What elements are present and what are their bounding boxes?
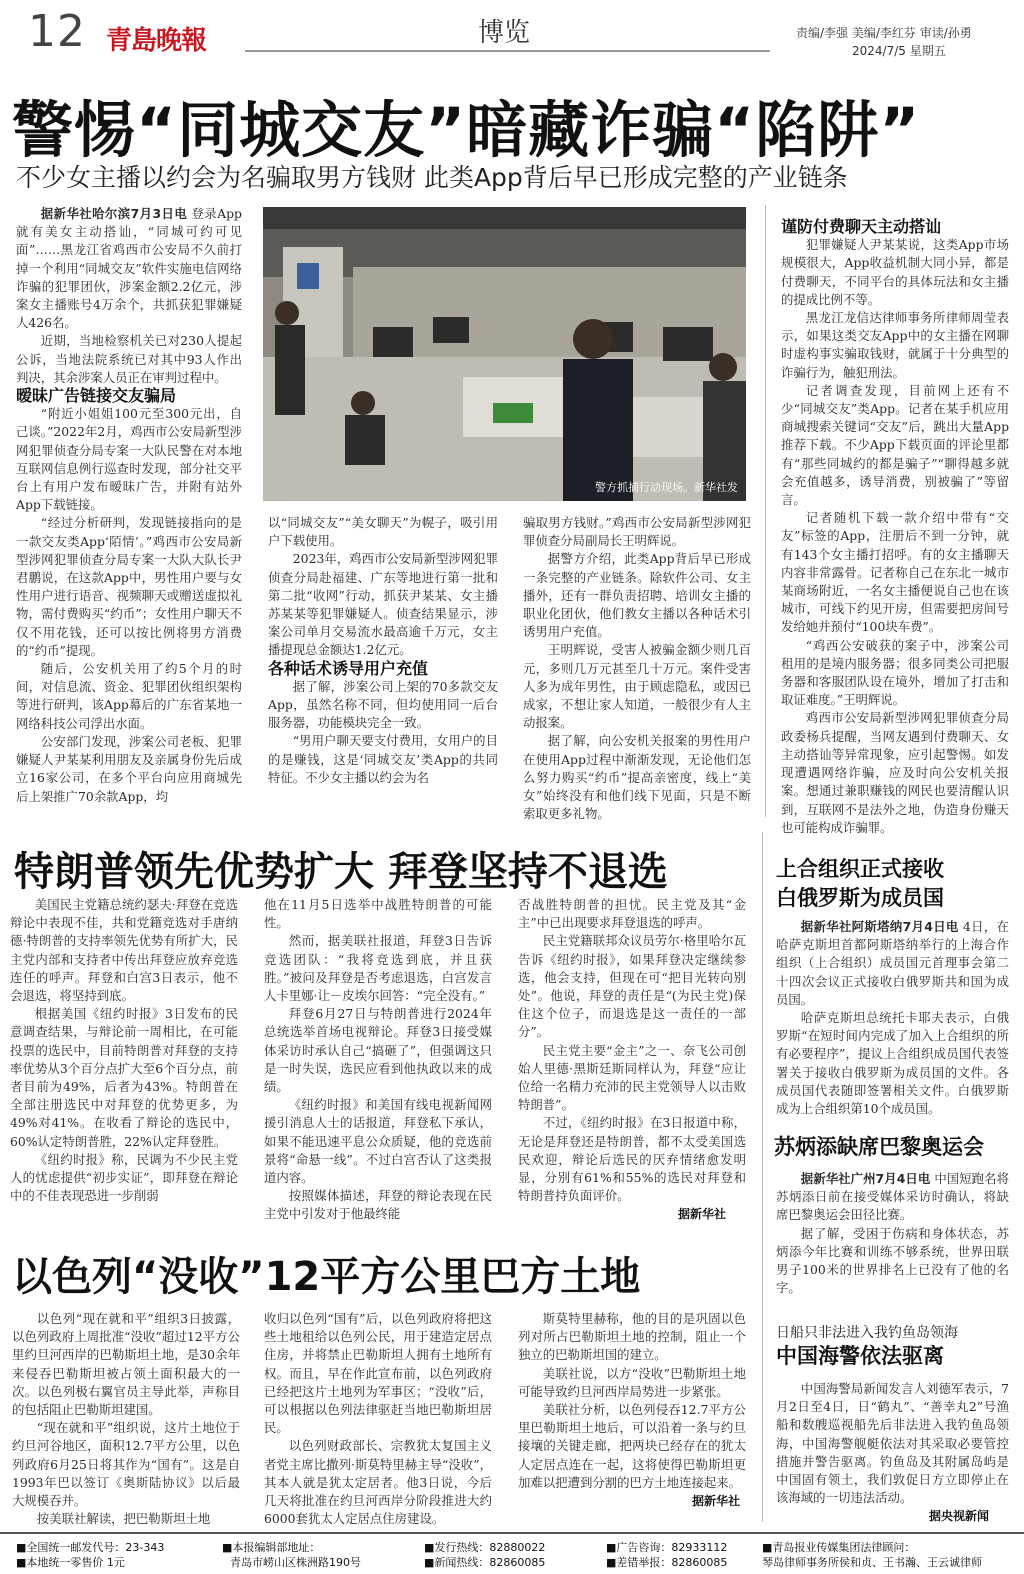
su-headline: 苏炳添缺席巴黎奥运会 [774, 1135, 984, 1159]
paragraph: 王明辉说，受害人被骗金额少则几百元，多则几万元甚至几十万元。案件受害人多为成年男性，由于顾虑隐私，或因已成家，不想让家人知道，一般很少有人主动报案。 [523, 642, 751, 731]
sco-body [776, 918, 1009, 1117]
paragraph: 不过，《纽约时报》在3日报道中称，无论是拜登还是特朗普，都不太受美国选民欢迎，辩论后选民的厌弃情绪愈发明显，分别有61%和55%的选民对拜登和特朗普持负面评价。 [518, 1115, 746, 1204]
paragraph: 根据美国《纽约时报》3日发布的民意调查结果，与辩论前一周相比，在可能投票的选民中，目前特朗普对拜登的支持率优势从3个百分点扩大至6个百分点，前者目前为49%，后者为43%。特朗普在全部注册选民中对拜登的优势更多，为49%对41%。在收看了辩论的选民中，60%认定特朗普胜，22%认定拜登胜。 [10, 1006, 238, 1149]
paragraph: 民主党籍联邦众议员劳尔·格里哈尔瓦告诉《纽约时报》，如果拜登决定继续参选，他会支持，但现在可“把目光转向别处”。他说，拜登的责任是“(为民主党)保住这个位子，而退选是这一责任的一部分”。 [518, 933, 746, 1040]
footer-news-hotline: ■新闻热线：82860085 [424, 1556, 546, 1569]
paragraph: 中国海警局新闻发言人刘德军表示，7月2日至4日，日“鹤丸”、“善幸丸2”号渔船和数艘巡视船先后非法进入我钓鱼岛领海，中国海警舰艇依法对其采取必要管控措施并警告驱离。钓鱼岛及其附属岛屿是中国固有领土，我们敦促日方立即停止在该海域的一切违法活动。 [776, 1381, 1009, 1506]
photo-caption: 警方抓捕行动现场。新华社发 [595, 481, 738, 494]
paragraph: 以“同城交友”“美女聊天”为幌子，吸引用户下载使用。 [268, 515, 498, 549]
paragraph: 以色列财政部长、宗教犹太复国主义者党主席比撒列·斯莫特里赫主导“没收”，其本人就是犹太定居者。他3日说，今后几天将批准在约旦河西岸分阶段推进大约6000套犹太人定居点住房建设。 [264, 1438, 492, 1527]
footer-error-hotline: ■差错举报：82860085 [606, 1556, 728, 1569]
sco-headline-line2: 白俄罗斯为成员国 [776, 886, 944, 910]
paragraph: 随后，公安机关用了约5个月的时间，对信息流、资金、犯罪团伙组织架构等进行研判，该App幕后的广东省某地一网络科技公司浮出水面。 [16, 661, 242, 731]
masthead-rule [245, 50, 770, 52]
footer-address-label: ■本报编辑部地址： [222, 1541, 321, 1554]
source-credit: 据新华社 [691, 1494, 740, 1509]
lead-column-3 [523, 514, 751, 822]
footer-address: 青岛市崂山区株洲路190号 [230, 1556, 361, 1569]
paragraph: “男用户聊天要支付费用，女用户的目的是赚钱，这是‘同城交友’类App的共同特征。不少女主播以约会为名 [268, 733, 498, 785]
paragraph: 《纽约时报》和美国有线电视新闻网援引消息人士的话报道，拜登私下承认，如果不能迅速平息公众质疑，他的竞选前景将“命悬一线”。不过白宫否认了这类报道内容。 [264, 1097, 492, 1186]
paragraph: 据了解，受困于伤病和身体状态，苏炳添今年比赛和训练不够系统，世界田联男子100米的世界排名上已没有了他的名字。 [776, 1225, 1009, 1296]
paragraph: 登录App就有美女主动搭讪，“同城可约可见面”……黑龙江省鸡西市公安局不久前打掉一个利用“同城交友”软件实施电信网络诈骗的犯罪团伙，涉案金额2.2亿元，涉案女主播账号4万余个，共抓获犯罪嫌疑人426名。 [16, 206, 242, 331]
paragraph: 按照媒体描述，拜登的辩论表现在民主党中引发对于他最终能 [264, 1188, 492, 1222]
lead-subheadline: 不少女主播以约会为名骗取男方钱财 此类App背后早已形成完整的产业链条 [16, 163, 848, 192]
dateline: 据新华社广州7月4日电 [800, 1171, 931, 1186]
dateline: 据新华社哈尔滨7月3日电 [40, 206, 188, 221]
news-photo [263, 207, 746, 501]
column-divider [762, 832, 763, 1522]
israel-column-3 [518, 1310, 746, 1522]
trump-headline: 特朗普领先优势扩大 拜登坚持不退选 [14, 849, 668, 895]
paragraph: 斯莫特里赫称，他的目的是巩固以色列对所占巴勒斯坦土地的控制，阻止一个独立的巴勒斯坦国的建立。 [518, 1311, 746, 1363]
paragraph: “附近小姐姐100元至300元出，自己谈。”2022年2月，鸡西市公安局新型涉网犯罪侦查分局专案一大队民警在对本地互联网信息例行巡查时发现，部分社交平台上有用户发布暧昧广告，并附有站外App下载链接。 [16, 406, 242, 513]
footer-distribution-hotline: ■发行热线：82880022 [424, 1541, 546, 1554]
paragraph: 记者随机下载一款介绍中带有“交友”标签的App，注册后不到一分钟，就有143个女主播打招呼。有的女主播聊天内容非常露骨。记者称自己在东北一城市某商场附近，一名女主播便说自己也在该城市，可线下约见开房，但需要把房间号发给她并预付“100块车费”。 [781, 510, 1009, 635]
section-title: 博览 [478, 18, 531, 48]
paragraph: “经过分析研判，发现链接指向的是一款交友类App‘陌情’。”鸡西市公安局新型涉网犯罪侦查分局专案一大队大队长尹君鹏说，在这款App中，男性用户要与女性用户进行语音、视频聊天或赠送虚拟礼物，需付费购买“约币”；女性用户聊天不仅不用花钱，还可以按比例将男方消费的“约币”提现。 [16, 515, 242, 658]
paragraph: “现在就和平”组织说，这片土地位于约旦河谷地区，面积12.7平方公里，以色列政府6月25日将其作为“国有”。这是自1993年巴以签订《奥斯陆协议》以后最大规模吞并。 [12, 1420, 240, 1509]
paragraph: 4日，在哈萨克斯坦首都阿斯塔纳举行的上海合作组织（上合组织）成员国元首理事会第二十四次会议正式接收白俄罗斯共和国为成员国。 [776, 919, 1009, 1007]
page-footer [0, 1532, 1024, 1574]
trump-column-3 [518, 896, 746, 1228]
paragraph: 美国民主党籍总统约瑟夫·拜登在竞选辩论中表现不佳，共和党籍竞选对手唐纳德·特朗普的支持率领先优势有所扩大，民主党内部和支持者中传出拜登应放弃竞选连任的呼声。拜登和白宫3日表示，他不会退选，将坚持到底。 [10, 897, 238, 1004]
paragraph: 鸡西市公安局新型涉网犯罪侦查分局政委杨兵提醒，当网友遇到付费聊天、女主动搭讪等异常现象，应引起警惕。如发现遭遇网络诈骗，应及时向公安机关报案。想通过兼职赚钱的网民也要清醒认识到，互联网不是法外之地，伪造身份赚天也可能构成诈骗罪。 [781, 710, 1009, 835]
lead-column-4 [781, 217, 1009, 835]
paragraph: 据警方介绍，此类App背后早已形成一条完整的产业链条。除软件公司、女主播外，还有一群负责招聘、培训女主播的职业化团伙，他们教女主播以各种话术引诱男用户充值。 [523, 551, 751, 640]
paragraph: 记者调查发现，目前网上还有不少“同城交友”类App。记者在某手机应用商城搜索关键词“交友”后，跳出大量App推荐下载。不少App下载页面的评论里都有“那些同城约的都是骗子”“聊得越多就会充值越多，诱导消费，别被骗了”等留言。 [781, 382, 1009, 508]
footer-legal-counsel: 琴岛律师事务所侯和贞、王书瀚、王云诚律师 [762, 1556, 982, 1569]
paragraph: 哈萨克斯坦总统托卡耶夫表示，白俄罗斯“在短时间内完成了加入上合组织的所有必要程序”，提议上合组织成员国代表签署关于接收白俄罗斯为成员国的文件。各成员国代表随即签署相关文件。白俄罗斯成为上合组织第10个成员国。 [776, 1010, 1009, 1117]
paragraph: 以色列“现在就和平”组织3日披露，以色列政府上周批准“没收”超过12平方公里约旦河西岸的巴勒斯坦土地，是30余年来侵吞巴勒斯坦被占领土面积最大的一次。以色列极右翼官员主导此举，声称目的包括阻止巴勒斯坦建国。 [12, 1311, 240, 1418]
paragraph: 美联社分析，以色列侵吞12.7平方公里巴勒斯坦土地后，可以沿着一条与约旦接壤的关键走廊，把两块已经存在的犹太人定居点连在一起，这将使得巴勒斯坦更加难以把遭到分割的巴方土地连接起来。 [518, 1402, 746, 1490]
paragraph: 《纽约时报》称，民调为不少民主党人的忧虑提供“初步实证”，即拜登在辩论中的不佳表现恐进一步削弱 [10, 1151, 238, 1204]
trump-column-2 [264, 896, 492, 1228]
footer-price: ■本地统一零售价 1元 [16, 1556, 125, 1569]
coastguard-headline: 中国海警依法驱离 [776, 1344, 944, 1368]
editor-credits: 责编/李强 美编/李红芬 审读/孙勇 [796, 26, 972, 40]
paragraph: “鸡西公安破获的案子中，涉案公司租用的是境内服务器；很多同类公司把服务器和客服团队设在境外，增加了打击和取证难度。”王明辉说。 [781, 637, 1009, 708]
sco-headline-line1: 上合组织正式接收 [776, 857, 944, 881]
paragraph: 犯罪嫌疑人尹某某说，这类App市场规模很大，App收益机制大同小异，都是付费聊天，不同平台的具体玩法和女主播的提成比例不等。 [781, 237, 1009, 307]
paragraph: 骗取男方钱财。”鸡西市公安局新型涉网犯罪侦查分局副局长王明辉说。 [523, 515, 751, 549]
footer-ad-hotline: ■广告咨询：82933112 [606, 1541, 728, 1554]
paragraph: 民主党主要“金主”之一、奈飞公司创始人里德·黑斯廷斯同样认为，拜登“应让位给一名精力充沛的民主党领导人以击败特朗普”。 [518, 1042, 746, 1113]
paragraph: 近期，当地检察机关已对230人提起公诉，当地法院系统已对其中93人作出判决，其余涉案人员正在审判过程中。 [16, 333, 242, 385]
paragraph: 美联社说，以方“没收”巴勒斯坦土地可能导致约旦河西岸局势进一步紧张。 [518, 1365, 746, 1399]
column-divider [765, 205, 766, 817]
paragraph: 拜登6月27日与特朗普进行2024年总统选举首场电视辩论。拜登3日接受媒体采访时承认自己“搞砸了”，但强调这只是一时失误，选民应看到他执政以来的成绩。 [264, 1006, 492, 1095]
paragraph: 然而，据美联社报道，拜登3日告诉竞选团队：“我将竞选到底，并且获胜。”被问及拜登是否考虑退选，白宫发言人卡里娜·让－皮埃尔回答：“完全没有。” [264, 933, 492, 1004]
paragraph: 据了解，向公安机关报案的男性用户在使用App过程中渐渐发现，无论他们怎么努力购买“约币”提高亲密度，线上“美女”始终没有和他们线下见面，只是不断索取更多礼物。 [523, 733, 751, 822]
newspaper-logo: 青島晚報 [106, 26, 207, 56]
source-credit: 据央视新闻 [928, 1509, 989, 1524]
coastguard-body [776, 1380, 1009, 1525]
paragraph: 2023年，鸡西市公安局新型涉网犯罪侦查分局赴福建、广东等地进行第一批和第二批“收网”行动，抓获尹某某、女主播苏某某等犯罪嫌疑人。侦查结果显示，涉案公司单月交易流水最高逾千万元，女主播提现总金额达1.2亿元。 [268, 551, 498, 658]
footer-legal-counsel-label: ■青岛报业传媒集团法律顾问： [762, 1541, 916, 1554]
section-subhead: 暧昧广告链接交友骗局 [16, 386, 177, 406]
israel-column-2 [264, 1310, 492, 1527]
footer-postal-code: ■全国统一邮发代号：23-343 [16, 1541, 165, 1554]
su-body [776, 1170, 1009, 1300]
page-number: 12 [28, 6, 86, 57]
office-raid-photo [263, 207, 746, 501]
issue-date: 2024/7/5 星期五 [852, 44, 946, 58]
paragraph: 按美联社解读，把巴勒斯坦土地 [36, 1511, 211, 1527]
trump-column-1 [10, 896, 238, 1228]
lead-column-2 [268, 514, 498, 814]
section-subhead: 各种话术诱导用户充值 [268, 658, 429, 678]
paragraph: 据了解，涉案公司上架的70多款交友App，虽然名称不同，但均使用同一后台服务器，功能模块完全一致。 [268, 678, 498, 731]
lead-column-1 [16, 205, 242, 815]
paragraph: 他在11月5日选举中战胜特朗普的可能性。 [264, 897, 492, 931]
lead-headline: 警惕“同城交友”暗藏诈骗“陷阱” [12, 95, 921, 166]
paragraph: 收归以色列“国有”后，以色列政府将把这些土地租给以色列公民，用于建造定居点住房，并将禁止巴勒斯坦人拥有土地所有权。而且，早在作此宣布前，以色列政府已经把这片土地列为军事区；“没收”后，可以根据以色列法律驱赶当地巴勒斯坦居民。 [264, 1311, 492, 1436]
israel-column-1 [12, 1310, 240, 1527]
paragraph: 否战胜特朗普的担忧。民主党及其“金主”中已出现要求拜登退选的呼声。 [518, 897, 746, 931]
paragraph: 黑龙江龙信达律师事务所律师周莹表示，如果这类交友App中的女主播在网聊时虚构事实骗取钱财，就属于十分典型的诈骗行为，触犯刑法。 [781, 310, 1009, 380]
israel-headline: 以色列“没收”12平方公里巴方土地 [12, 1254, 641, 1300]
dateline: 据新华社阿斯塔纳7月4日电 [800, 919, 959, 934]
paragraph: 公安部门发现，涉案公司老板、犯罪嫌疑人尹某某利用朋友及亲属身份先后成立16家公司，在多个平台向应用商城先后上架推广70余款App，均 [16, 733, 242, 804]
coastguard-kicker: 日船只非法进入我钓鱼岛领海 [776, 1325, 958, 1341]
paragraph: 中国短跑名将苏炳添日前在接受媒体采访时确认，将缺席巴黎奥运会田径比赛。 [776, 1171, 1009, 1223]
source-credit: 据新华社 [677, 1207, 726, 1222]
section-subhead: 谨防付费聊天主动搭讪 [781, 217, 942, 236]
